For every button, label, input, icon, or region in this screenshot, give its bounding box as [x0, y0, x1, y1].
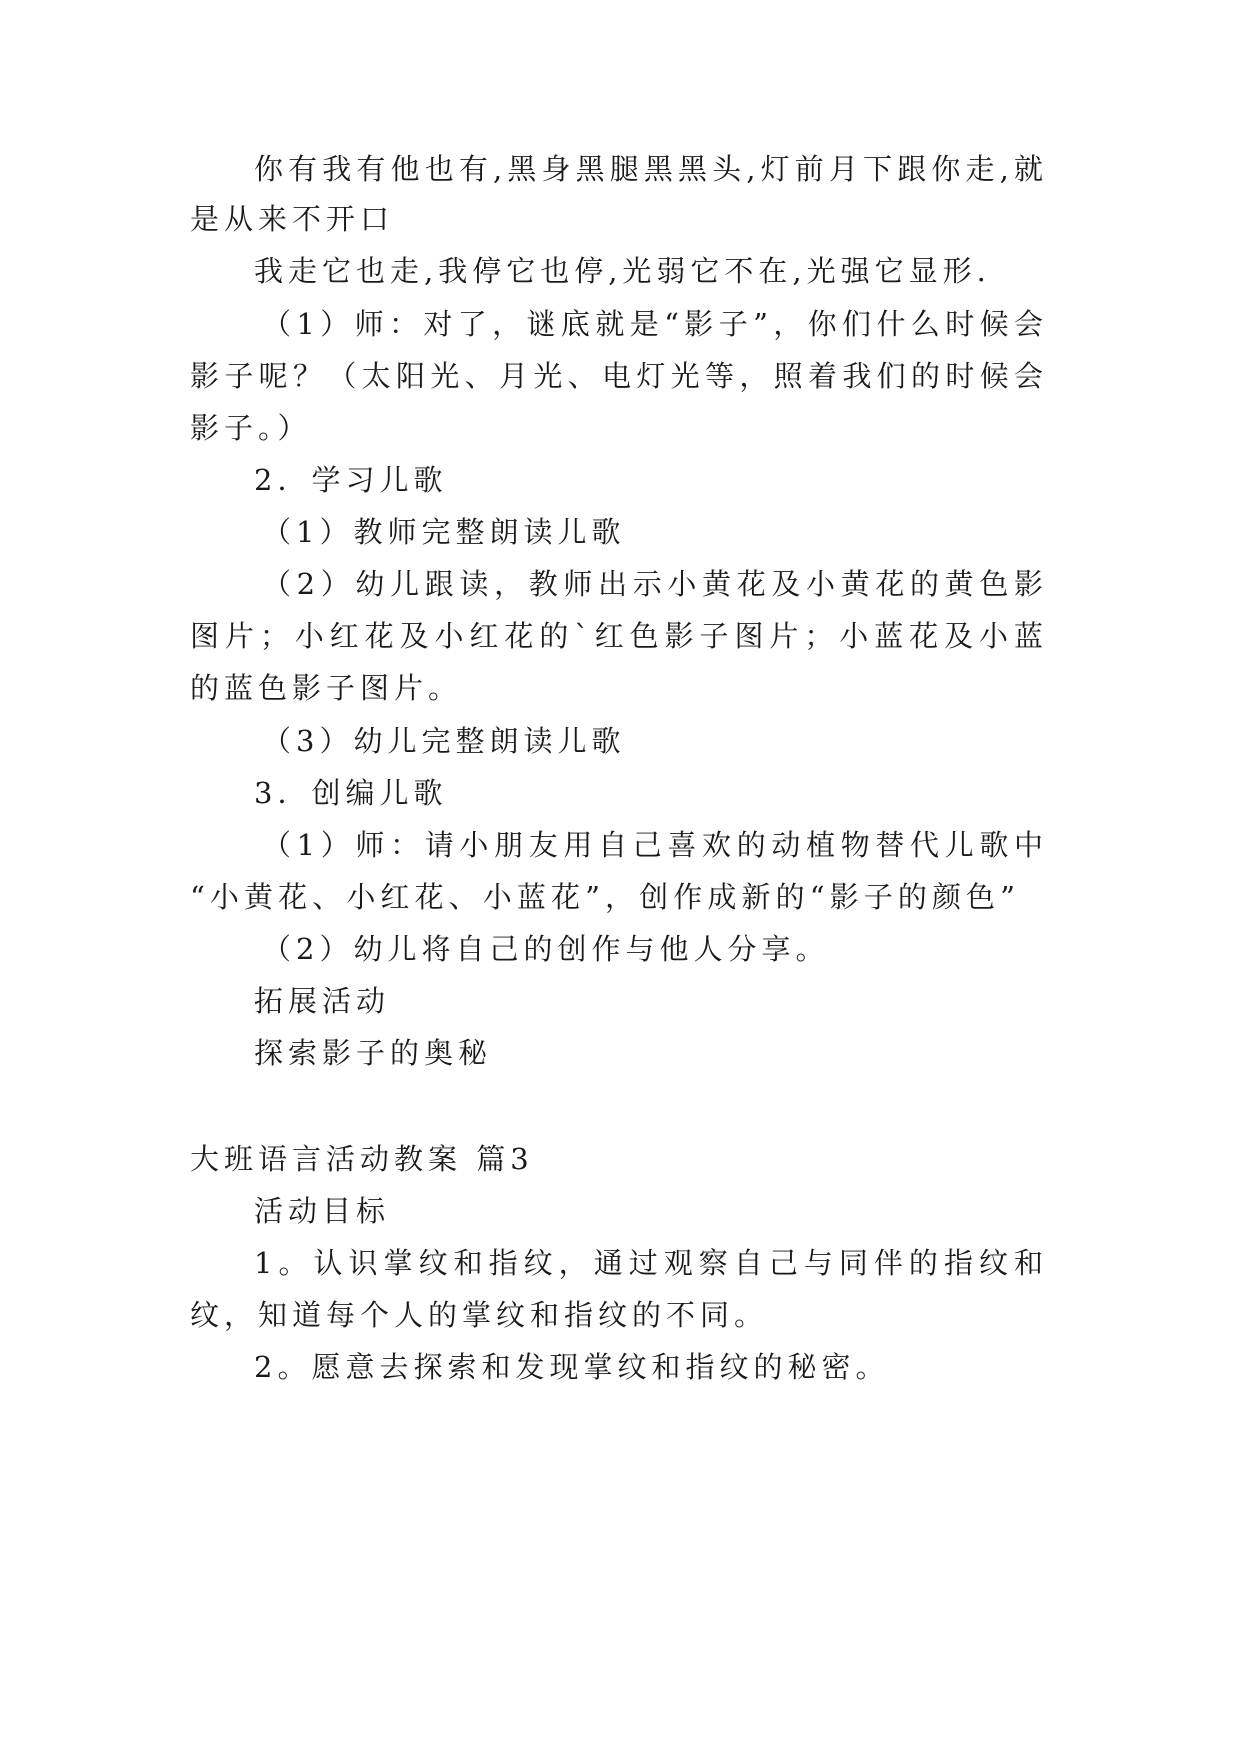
- step-child-follow-line-1: （2）幼儿跟读，教师出示小黄花及小黄花的黄色影: [262, 567, 1048, 601]
- paragraph-riddle-1-line-2: 是从来不开口: [190, 202, 395, 236]
- lesson-title-part-3: 大班语言活动教案 篇3: [190, 1142, 534, 1176]
- step-create-line-1: （1）师：请小朋友用自己喜欢的动植物替代儿歌中: [262, 828, 1048, 862]
- step-child-follow-line-2: 图片；小红花及小红花的`红色影子图片；小蓝花及小蓝: [190, 619, 1048, 653]
- step-teacher-read: （1）教师完整朗读儿歌: [262, 515, 626, 549]
- paragraph-riddle-2: 我走它也走,我停它也停,光弱它不在,光强它显形.: [254, 254, 991, 288]
- paragraph-teacher-answer-line-3: 影子。）: [190, 411, 312, 445]
- step-create-line-2: “小黄花、小红花、小蓝花”，创作成新的“影子的颜色”: [190, 880, 1020, 914]
- heading-activity-goals: 活动目标: [254, 1194, 391, 1228]
- section-heading-create-song: 3．创编儿歌: [254, 776, 448, 810]
- paragraph-riddle-1-line-1: 你有我有他也有,黑身黑腿黑黑头,灯前月下跟你走,就: [254, 152, 1048, 186]
- paragraph-teacher-answer-line-2: 影子呢？（太阳光、月光、电灯光等，照着我们的时候会: [190, 359, 1048, 393]
- heading-extension-activity: 拓展活动: [254, 984, 391, 1018]
- goal-1-line-1: 1。认识掌纹和指纹，通过观察自己与同伴的指纹和: [254, 1246, 1048, 1280]
- step-child-read: （3）幼儿完整朗读儿歌: [262, 724, 626, 758]
- paragraph-teacher-answer-line-1: （1）师：对了，谜底就是“影子”，你们什么时候会: [262, 307, 1048, 341]
- extension-explore-shadow: 探索影子的奥秘: [254, 1036, 493, 1070]
- goal-1-line-2: 纹，知道每个人的掌纹和指纹的不同。: [190, 1298, 769, 1332]
- goal-2: 2。愿意去探索和发现掌纹和指纹的秘密。: [254, 1350, 890, 1384]
- step-child-follow-line-3: 的蓝色影子图片。: [190, 671, 463, 705]
- section-heading-learn-song: 2．学习儿歌: [254, 463, 448, 497]
- step-share: （2）幼儿将自己的创作与他人分享。: [262, 932, 830, 966]
